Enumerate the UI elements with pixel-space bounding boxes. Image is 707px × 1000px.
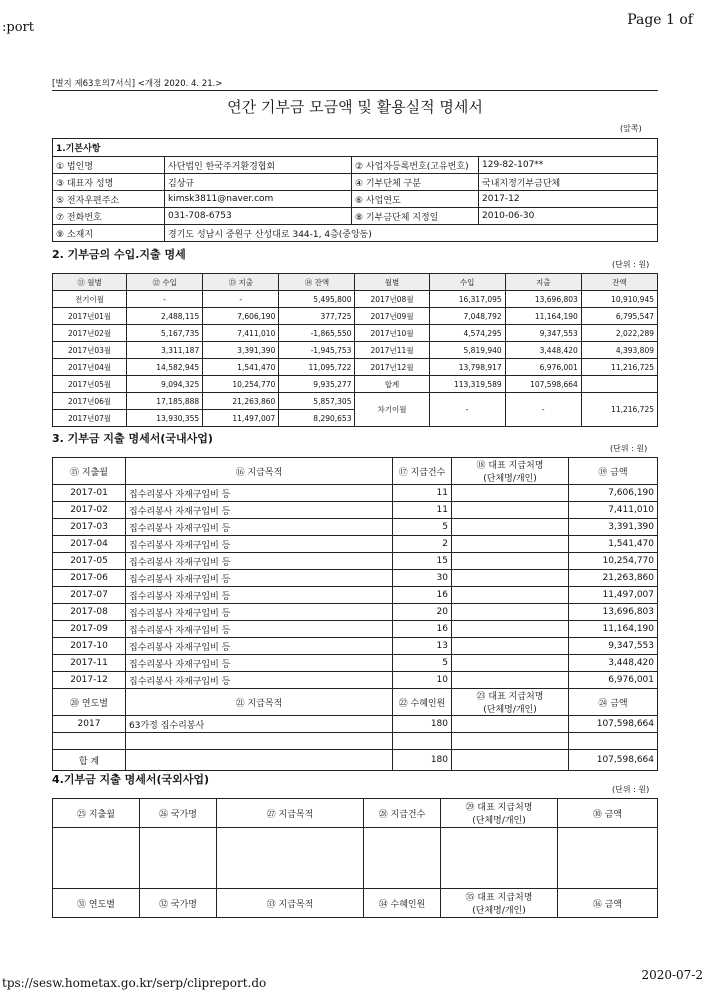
header-text: ⑳ 연도별 — [70, 698, 108, 709]
count-cell: 16 — [393, 621, 452, 638]
column-header — [53, 889, 140, 918]
header-text: ⑮ 지출월 — [70, 467, 108, 478]
balance-cell: 6,795,547 — [581, 308, 657, 325]
column-header — [569, 689, 658, 716]
purpose-cell: 집수리봉사 자재구입비 등 — [126, 587, 393, 604]
info-label: ⑨ 소재지 — [53, 225, 165, 242]
empty-cell — [452, 733, 569, 750]
amount-cell: 7,411,010 — [569, 502, 658, 519]
balance-cell: 5,495,800 — [279, 291, 355, 308]
rep-cell — [452, 655, 569, 672]
header-text: ㉜ 국가명 — [159, 899, 197, 910]
purpose-cell: 63가정 집수리봉사 — [126, 716, 393, 733]
info-value: 2017-12 — [479, 191, 658, 208]
footer-url: tps://sesw.hometax.go.kr/serp/clipreport.do — [2, 976, 267, 990]
info-label: ③ 대표자 성명 — [53, 174, 165, 191]
info-label: ④ 기부단체 구분 — [352, 174, 479, 191]
header-text: ㉖ 국가명 — [159, 809, 197, 820]
balance-cell: 11,216,725 — [581, 359, 657, 376]
rep-cell — [452, 604, 569, 621]
total-label: 합 계 — [53, 750, 126, 771]
rep-cell — [452, 716, 569, 733]
empty-cell — [140, 828, 217, 889]
info-label: ① 법인명 — [53, 157, 165, 174]
table-row — [53, 621, 658, 638]
basic-info-table — [52, 138, 658, 242]
column-header — [364, 799, 441, 828]
empty-cell — [393, 733, 452, 750]
month-cell: 합계 — [355, 376, 429, 393]
column-header — [140, 799, 217, 828]
header-text: ㉒ 수혜인원 — [398, 698, 446, 709]
column-header — [558, 799, 658, 828]
month-cell: 2017-04 — [53, 536, 126, 553]
purpose-cell: 집수리봉사 자재구입비 등 — [126, 621, 393, 638]
count-cell: 11 — [393, 485, 452, 502]
amount-cell: 9,347,553 — [569, 638, 658, 655]
amount-cell: 10,254,770 — [569, 553, 658, 570]
column-header — [53, 799, 140, 828]
rep-cell — [452, 672, 569, 689]
amount-cell: 11,164,190 — [569, 621, 658, 638]
title-rule — [52, 90, 658, 91]
income-cell: 5,167,735 — [127, 325, 203, 342]
purpose-cell: 집수리봉사 자재구입비 등 — [126, 536, 393, 553]
count-cell: 13 — [393, 638, 452, 655]
purpose-cell: 집수리봉사 자재구입비 등 — [126, 502, 393, 519]
expense-cell: 21,263,860 — [203, 393, 279, 410]
table-row — [53, 655, 658, 672]
column-header — [126, 458, 393, 485]
empty-cell — [217, 828, 364, 889]
column-header: ⑬ 지출 — [203, 274, 279, 291]
header-row — [53, 458, 658, 485]
amount-cell: 107,598,664 — [569, 716, 658, 733]
column-header — [217, 799, 364, 828]
month-cell: 2017년05월 — [53, 376, 127, 393]
expense-cell: 13,696,803 — [505, 291, 581, 308]
table-row — [53, 342, 658, 359]
count-cell: 16 — [393, 587, 452, 604]
column-header: 수입 — [429, 274, 505, 291]
header-text: ㉞ 수혜인원 — [378, 899, 426, 910]
table-row — [53, 291, 658, 308]
column-header — [558, 889, 658, 918]
header-text: (단체명/개인) — [472, 816, 526, 826]
month-cell: 2017년01월 — [53, 308, 127, 325]
amount-cell: 21,263,860 — [569, 570, 658, 587]
income-cell: - — [127, 291, 203, 308]
header-row — [53, 799, 658, 828]
header-text: ㉙ 대표 지급처명 — [465, 803, 533, 813]
expense-cell: 10,254,770 — [203, 376, 279, 393]
rep-cell — [452, 587, 569, 604]
section4-title: 4.기부금 지출 명세서(국외사업) — [52, 773, 210, 786]
amount-cell: 3,391,390 — [569, 519, 658, 536]
browser-header-left: :port — [2, 20, 34, 35]
rep-cell — [452, 750, 569, 771]
header-text: ㉓ 대표 지급처명 — [476, 692, 544, 702]
info-value: 2010-06-30 — [479, 208, 658, 225]
front-marker: (앞쪽) — [620, 124, 642, 133]
column-header — [393, 689, 452, 716]
month-cell: 2017-02 — [53, 502, 126, 519]
header-text: ㉝ 지급목적 — [266, 899, 314, 910]
header-row — [53, 689, 658, 716]
info-label: ⑤ 전자우편주소 — [53, 191, 165, 208]
month-cell: 2017-03 — [53, 519, 126, 536]
column-header — [126, 689, 393, 716]
balance-cell: 9,935,277 — [279, 376, 355, 393]
column-header: ⑭ 잔액 — [279, 274, 355, 291]
total-row — [53, 750, 658, 771]
purpose-cell: 집수리봉사 자재구입비 등 — [126, 485, 393, 502]
count-cell: 5 — [393, 519, 452, 536]
month-cell: 2017-01 — [53, 485, 126, 502]
purpose-cell: 집수리봉사 자재구입비 등 — [126, 638, 393, 655]
info-value: 김상규 — [165, 174, 352, 191]
month-cell: 전기이월 — [53, 291, 127, 308]
balance-cell: 10,910,945 — [581, 291, 657, 308]
income-cell: 4,574,295 — [429, 325, 505, 342]
balance-cell — [581, 376, 657, 393]
month-cell: 차기이월 — [355, 393, 429, 427]
count-cell: 10 — [393, 672, 452, 689]
expense-cell: 7,411,010 — [203, 325, 279, 342]
count-cell: 30 — [393, 570, 452, 587]
table-row — [53, 519, 658, 536]
income-expense-table — [52, 273, 658, 427]
info-row — [53, 157, 658, 174]
header-text: (단체명/개인) — [472, 906, 526, 916]
expense-cell: 3,448,420 — [505, 342, 581, 359]
header-text: ㉑ 지급목적 — [235, 698, 283, 709]
expense-cell: - — [203, 291, 279, 308]
header-text: ㉗ 지급목적 — [266, 809, 314, 820]
empty-cell — [126, 733, 393, 750]
year-row — [53, 716, 658, 733]
purpose-cell: 집수리봉사 자재구입비 등 — [126, 570, 393, 587]
balance-cell: 377,725 — [279, 308, 355, 325]
count-cell: 11 — [393, 502, 452, 519]
balance-cell: -1,945,753 — [279, 342, 355, 359]
table-row — [53, 502, 658, 519]
purpose-cell — [126, 750, 393, 771]
table-row — [53, 393, 658, 410]
empty-row — [53, 828, 658, 889]
rep-cell — [452, 638, 569, 655]
people-cell: 180 — [393, 750, 452, 771]
header-text: ㉟ 대표 지급처명 — [465, 893, 533, 903]
amount-cell: 11,497,007 — [569, 587, 658, 604]
header-text: ⑯ 지급목적 — [235, 467, 283, 478]
table-row — [53, 553, 658, 570]
purpose-cell: 집수리봉사 자재구입비 등 — [126, 553, 393, 570]
rep-cell — [452, 553, 569, 570]
spacer-row — [53, 733, 658, 750]
table-row — [53, 359, 658, 376]
income-cell: 2,488,115 — [127, 308, 203, 325]
balance-cell: 4,393,809 — [581, 342, 657, 359]
rep-cell — [452, 519, 569, 536]
expense-cell: 107,598,664 — [505, 376, 581, 393]
header-text: ㉛ 연도별 — [77, 899, 115, 910]
month-cell: 2017년09월 — [355, 308, 429, 325]
income-cell: 13,930,355 — [127, 410, 203, 427]
month-cell: 2017-09 — [53, 621, 126, 638]
header-text: ㉕ 지출월 — [77, 809, 115, 820]
domestic-expense-table — [52, 457, 658, 771]
header-text: (단체명/개인) — [483, 474, 537, 484]
rep-cell — [452, 536, 569, 553]
column-header: 월별 — [355, 274, 429, 291]
table-row — [53, 536, 658, 553]
header-text: ⑱ 대표 지급처명 — [476, 461, 544, 471]
info-value: 국내지정기부금단체 — [479, 174, 658, 191]
info-row — [53, 225, 658, 242]
expense-cell: 1,541,470 — [203, 359, 279, 376]
purpose-cell: 집수리봉사 자재구입비 등 — [126, 604, 393, 621]
balance-cell: 5,857,305 — [279, 393, 355, 410]
month-cell: 2017년04월 — [53, 359, 127, 376]
form-title: 연간 기부금 모금액 및 활용실적 명세서 — [227, 98, 483, 116]
count-cell: 5 — [393, 655, 452, 672]
expense-cell: 11,497,007 — [203, 410, 279, 427]
table-row — [53, 672, 658, 689]
month-cell: 2017-06 — [53, 570, 126, 587]
column-header — [53, 689, 126, 716]
balance-cell: -1,865,550 — [279, 325, 355, 342]
header-text: ㉔ 금액 — [598, 698, 628, 709]
people-cell: 180 — [393, 716, 452, 733]
count-cell: 20 — [393, 604, 452, 621]
empty-cell — [364, 828, 441, 889]
header-text: ⑲ 금액 — [598, 467, 628, 478]
column-header: 잔액 — [581, 274, 657, 291]
table-row — [53, 587, 658, 604]
month-cell: 2017-11 — [53, 655, 126, 672]
footer-date: 2020-07-2 — [641, 968, 703, 982]
column-header — [364, 889, 441, 918]
balance-cell: 2,022,289 — [581, 325, 657, 342]
rep-cell — [452, 621, 569, 638]
info-label: ⑥ 사업연도 — [352, 191, 479, 208]
income-cell: 17,185,888 — [127, 393, 203, 410]
month-cell: 2017-08 — [53, 604, 126, 621]
info-row — [53, 174, 658, 191]
purpose-cell: 집수리봉사 자재구입비 등 — [126, 519, 393, 536]
month-cell: 2017년07월 — [53, 410, 127, 427]
empty-cell — [53, 733, 126, 750]
month-cell: 2017년11월 — [355, 342, 429, 359]
purpose-cell: 집수리봉사 자재구입비 등 — [126, 672, 393, 689]
month-cell: 2017년12월 — [355, 359, 429, 376]
rep-cell — [452, 502, 569, 519]
amount-cell: 107,598,664 — [569, 750, 658, 771]
column-header: 지출 — [505, 274, 581, 291]
expense-cell: 11,164,190 — [505, 308, 581, 325]
info-value: 129-82-107** — [479, 157, 658, 174]
info-value: kimsk3811@naver.com — [165, 191, 352, 208]
rep-cell — [452, 485, 569, 502]
column-header — [441, 889, 558, 918]
header-row — [53, 889, 658, 918]
section3-unit: (단위 : 원) — [610, 444, 648, 453]
month-cell: 2017-12 — [53, 672, 126, 689]
income-cell: 113,319,589 — [429, 376, 505, 393]
empty-cell — [558, 828, 658, 889]
section2-unit: (단위 : 원) — [612, 260, 650, 269]
income-cell: 13,798,917 — [429, 359, 505, 376]
info-value: 사단법인 한국주거환경협회 — [165, 157, 352, 174]
info-value: 031-708-6753 — [165, 208, 352, 225]
section3-title: 3. 기부금 지출 명세서(국내사업) — [52, 432, 213, 445]
empty-cell — [441, 828, 558, 889]
column-header — [441, 799, 558, 828]
income-cell: 9,094,325 — [127, 376, 203, 393]
income-cell: 7,048,792 — [429, 308, 505, 325]
info-label: ⑧ 기부금단체 지정일 — [352, 208, 479, 225]
table-row — [53, 485, 658, 502]
info-row — [53, 191, 658, 208]
form-reference: [별지 제63호의7서식] <개정 2020. 4. 21.> — [52, 79, 223, 89]
year-cell: 2017 — [53, 716, 126, 733]
month-cell: 2017년08월 — [355, 291, 429, 308]
income-cell: 3,311,187 — [127, 342, 203, 359]
month-cell: 2017-10 — [53, 638, 126, 655]
income-cell: 5,819,940 — [429, 342, 505, 359]
balance-cell: 8,290,653 — [279, 410, 355, 427]
column-header — [53, 458, 126, 485]
month-cell: 2017-07 — [53, 587, 126, 604]
section2-title: 2. 기부금의 수입.지출 명세 — [52, 248, 186, 261]
section4-unit: (단위 : 원) — [612, 785, 650, 794]
month-cell: 2017년06월 — [53, 393, 127, 410]
table-row — [53, 308, 658, 325]
info-label: ⑦ 전화번호 — [53, 208, 165, 225]
address-value: 경기도 성남시 중원구 산성대로 344-1, 4층(중앙동) — [165, 225, 658, 242]
count-cell: 15 — [393, 553, 452, 570]
page-label: Page 1 of — [627, 12, 693, 28]
balance-cell: 11,216,725 — [581, 393, 657, 427]
amount-cell: 7,606,190 — [569, 485, 658, 502]
table-row — [53, 604, 658, 621]
table-row — [53, 638, 658, 655]
count-cell: 2 — [393, 536, 452, 553]
header-text: ㉚ 금액 — [592, 809, 623, 820]
header-text: ㉘ 지급건수 — [378, 809, 426, 820]
balance-cell: 11,095,722 — [279, 359, 355, 376]
table-row — [53, 570, 658, 587]
column-header: ⑫ 수입 — [127, 274, 203, 291]
overseas-expense-table — [52, 798, 658, 918]
expense-cell: 7,606,190 — [203, 308, 279, 325]
expense-cell: 9,347,553 — [505, 325, 581, 342]
column-header — [217, 889, 364, 918]
month-cell: 2017-05 — [53, 553, 126, 570]
empty-cell — [53, 828, 140, 889]
month-cell: 2017년03월 — [53, 342, 127, 359]
table-row — [53, 325, 658, 342]
info-row — [53, 208, 658, 225]
amount-cell: 13,696,803 — [569, 604, 658, 621]
amount-cell: 1,541,470 — [569, 536, 658, 553]
column-header — [452, 689, 569, 716]
info-label: ② 사업자등록번호(고유번호) — [352, 157, 479, 174]
amount-cell: 6,976,001 — [569, 672, 658, 689]
column-header — [140, 889, 217, 918]
column-header — [569, 458, 658, 485]
month-cell: 2017년02월 — [53, 325, 127, 342]
income-cell: - — [429, 393, 505, 427]
income-cell: 16,317,095 — [429, 291, 505, 308]
column-header — [393, 458, 452, 485]
column-header — [452, 458, 569, 485]
section1-title: 1.기본사항 — [53, 139, 658, 157]
amount-cell: 3,448,420 — [569, 655, 658, 672]
header-row — [53, 274, 658, 291]
income-cell: 14,582,945 — [127, 359, 203, 376]
expense-cell: 6,976,001 — [505, 359, 581, 376]
table-row — [53, 376, 658, 393]
column-header: ⑪ 월별 — [53, 274, 127, 291]
expense-cell: - — [505, 393, 581, 427]
expense-cell: 3,391,390 — [203, 342, 279, 359]
month-cell: 2017년10월 — [355, 325, 429, 342]
rep-cell — [452, 570, 569, 587]
header-text: ㊱ 금액 — [592, 899, 623, 910]
header-text: (단체명/개인) — [483, 705, 537, 715]
empty-cell — [569, 733, 658, 750]
purpose-cell: 집수리봉사 자재구입비 등 — [126, 655, 393, 672]
header-text: ⑰ 지급건수 — [398, 467, 446, 478]
